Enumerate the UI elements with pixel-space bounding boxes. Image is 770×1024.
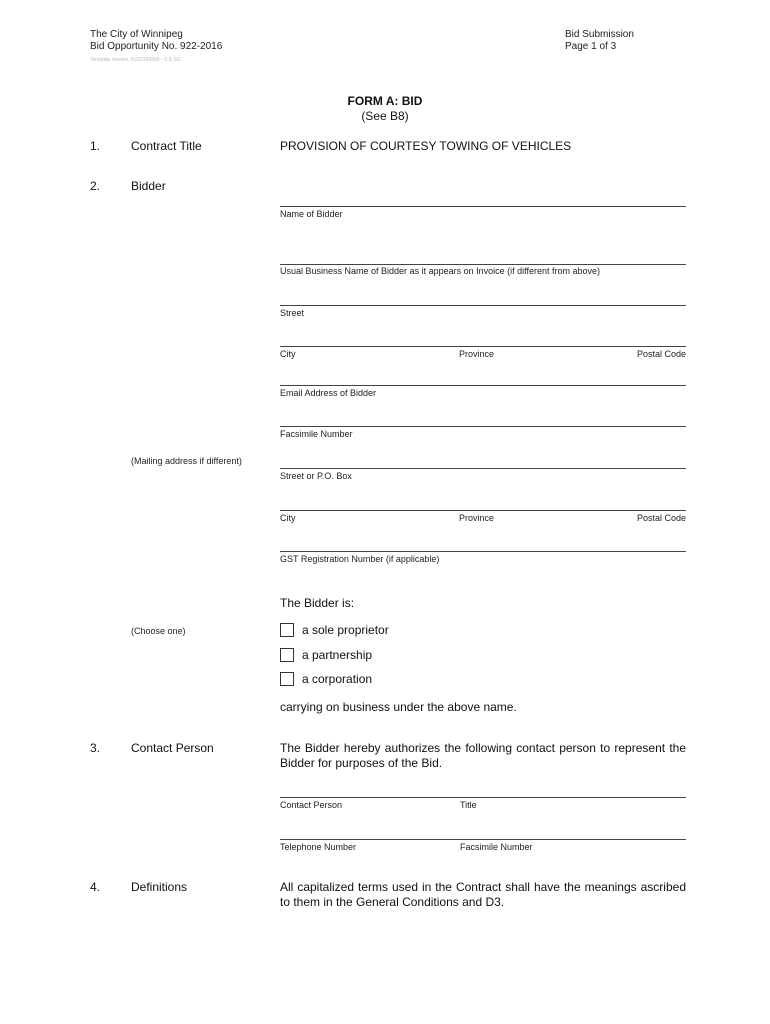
mailing-postal-caption: Postal Code	[636, 513, 686, 523]
email-line[interactable]	[280, 385, 686, 386]
name-of-bidder-line[interactable]	[280, 206, 686, 207]
mailing-address-note: (Mailing address if different)	[131, 456, 242, 466]
section2-number: 2.	[90, 179, 101, 193]
gst-caption: GST Registration Number (if applicable)	[280, 554, 440, 564]
partnership-label: a partnership	[302, 648, 373, 662]
fax-line[interactable]	[280, 426, 686, 427]
template-version: Template Version: B220150805 - S & SG	[90, 57, 181, 63]
province-caption: Province	[459, 349, 495, 359]
postal-code-caption: Postal Code	[636, 349, 686, 359]
section3-label: Contact Person	[131, 741, 214, 755]
header-city: The City of Winnipeg	[90, 29, 183, 40]
form-title: FORM A: BID	[347, 94, 423, 108]
contact-title-caption: Title	[460, 800, 477, 810]
definitions-text: All capitalized terms used in the Contract shall have the meanings ascribed to them in the General Conditions and D3.	[280, 880, 686, 909]
section4-number: 4.	[90, 880, 101, 894]
gst-line[interactable]	[280, 551, 686, 552]
street-line[interactable]	[280, 305, 686, 306]
header-page-number: Page 1 of 3	[565, 41, 617, 52]
city-province-postal-line[interactable]	[280, 346, 686, 347]
street-caption: Street	[280, 308, 305, 318]
sole-proprietor-checkbox[interactable]	[280, 623, 294, 637]
fax-caption: Facsimile Number	[280, 429, 353, 439]
section1-label: Contract Title	[131, 139, 202, 153]
po-box-line[interactable]	[280, 468, 686, 469]
contract-title-value: PROVISION OF COURTESY TOWING OF VEHICLES	[280, 139, 572, 153]
corporation-label: a corporation	[302, 672, 373, 686]
mailing-city-line[interactable]	[280, 510, 686, 511]
city-caption: City	[280, 349, 296, 359]
header-bid-opportunity: Bid Opportunity No. 922-2016	[90, 41, 223, 52]
bidder-is-label: The Bidder is:	[280, 596, 355, 610]
contact-person-line[interactable]	[280, 797, 686, 798]
business-name-caption: Usual Business Name of Bidder as it appears on Invoice (if different from above)	[280, 266, 600, 276]
mailing-city-caption: City	[280, 513, 296, 523]
choose-one-note: (Choose one)	[131, 626, 186, 636]
sole-proprietor-label: a sole proprietor	[302, 623, 389, 637]
mailing-province-caption: Province	[459, 513, 495, 523]
section2-label: Bidder	[131, 179, 166, 193]
email-caption: Email Address of Bidder	[280, 388, 377, 398]
business-name-line[interactable]	[280, 264, 686, 265]
header-bid-submission: Bid Submission	[565, 29, 634, 40]
po-box-caption: Street or P.O. Box	[280, 471, 352, 481]
name-of-bidder-caption: Name of Bidder	[280, 209, 343, 219]
contact-fax-caption: Facsimile Number	[460, 842, 533, 852]
carrying-on-business-text: carrying on business under the above name.	[280, 700, 517, 714]
contact-authorization-text: The Bidder hereby authorizes the following contact person to represent the Bidder for purposes of the Bid.	[280, 741, 686, 770]
section4-label: Definitions	[131, 880, 188, 894]
telephone-caption: Telephone Number	[280, 842, 357, 852]
section1-number: 1.	[90, 139, 101, 153]
contact-person-caption: Contact Person	[280, 800, 343, 810]
corporation-checkbox[interactable]	[280, 672, 294, 686]
partnership-checkbox[interactable]	[280, 648, 294, 662]
section3-number: 3.	[90, 741, 101, 755]
form-subtitle: (See B8)	[361, 109, 409, 123]
telephone-fax-line[interactable]	[280, 839, 686, 840]
